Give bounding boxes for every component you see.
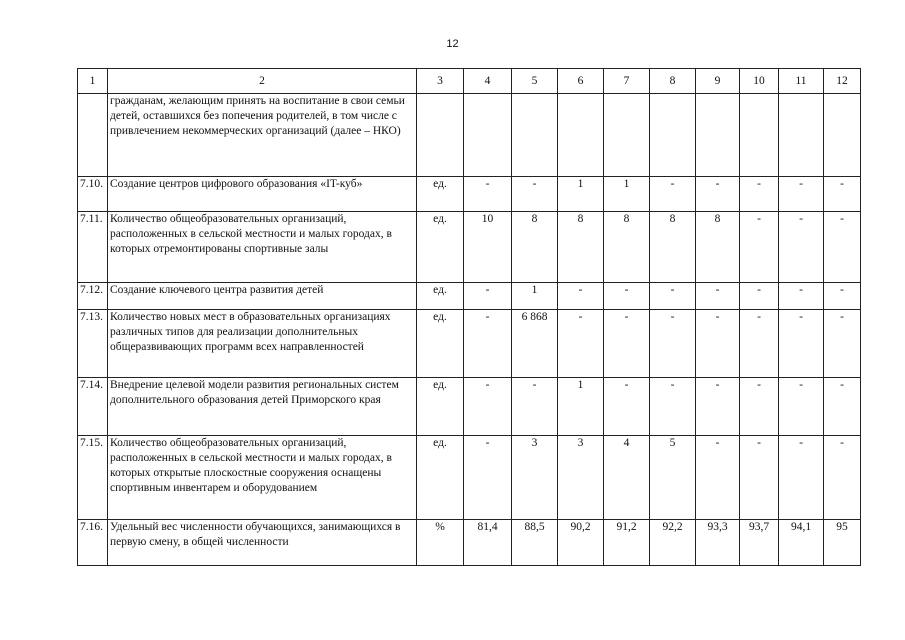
- header-cell: 2: [108, 69, 417, 94]
- value-cell: -: [650, 310, 696, 378]
- unit-cell: ед.: [417, 378, 464, 436]
- indicator-name: Внедрение целевой модели развития региональных систем дополнительного образования детей Приморского края: [108, 378, 417, 436]
- table-row: [78, 436, 861, 520]
- page-number: 12: [446, 38, 459, 50]
- row-number: [78, 94, 108, 177]
- value-cell: -: [740, 310, 779, 378]
- value-cell: 8: [558, 212, 604, 283]
- header-cell: 5: [512, 69, 558, 94]
- value-cell: [650, 94, 696, 177]
- indicator-name: гражданам, желающим принять на воспитание в свои семьи детей, оставшихся без попечения родителей, в том числе с привлечением некоммерческих организаций (далее – НКО): [108, 94, 417, 177]
- header-cell: 11: [779, 69, 824, 94]
- header-cell: 4: [464, 69, 512, 94]
- value-cell: 81,4: [464, 520, 512, 566]
- value-cell: 8: [650, 212, 696, 283]
- value-cell: 8: [696, 212, 740, 283]
- value-cell: 3: [558, 436, 604, 520]
- indicator-name: Количество новых мест в образовательных организациях различных типов для реализации дополнительных общеразвивающих программ всех направленностей: [108, 310, 417, 378]
- value-cell: -: [779, 378, 824, 436]
- value-cell: -: [464, 378, 512, 436]
- value-cell: -: [824, 177, 861, 212]
- value-cell: 94,1: [779, 520, 824, 566]
- value-cell: 1: [558, 177, 604, 212]
- header-cell: 9: [696, 69, 740, 94]
- value-cell: -: [650, 283, 696, 310]
- indicator-name: Количество общеобразовательных организаций, расположенных в сельской местности и малых городах, в которых отремонтированы спортивные залы: [108, 212, 417, 283]
- value-cell: [696, 94, 740, 177]
- value-cell: -: [512, 378, 558, 436]
- value-cell: [779, 94, 824, 177]
- value-cell: -: [604, 310, 650, 378]
- value-cell: 1: [604, 177, 650, 212]
- value-cell: 8: [512, 212, 558, 283]
- table-row: [78, 520, 861, 566]
- row-number: 7.11.: [78, 212, 108, 283]
- value-cell: -: [824, 283, 861, 310]
- table-row: [78, 212, 861, 283]
- indicator-name: Удельный вес численности обучающихся, занимающихся в первую смену, в общей численности: [108, 520, 417, 566]
- value-cell: 6 868: [512, 310, 558, 378]
- value-cell: -: [558, 310, 604, 378]
- row-number: 7.13.: [78, 310, 108, 378]
- value-cell: -: [740, 177, 779, 212]
- value-cell: -: [604, 378, 650, 436]
- table-row: [78, 177, 861, 212]
- value-cell: [740, 94, 779, 177]
- unit-cell: ед.: [417, 310, 464, 378]
- unit-cell: ед.: [417, 212, 464, 283]
- row-number: 7.16.: [78, 520, 108, 566]
- indicators-table: [77, 68, 861, 566]
- table-row: [78, 378, 861, 436]
- value-cell: [824, 94, 861, 177]
- indicator-name: Количество общеобразовательных организаций, расположенных в сельской местности и малых городах, в которых открытые плоскостные сооружения оснащены спортивным инвентарем и оборудованием: [108, 436, 417, 520]
- unit-cell: [417, 94, 464, 177]
- value-cell: -: [740, 283, 779, 310]
- value-cell: -: [740, 436, 779, 520]
- unit-cell: ед.: [417, 436, 464, 520]
- value-cell: 90,2: [558, 520, 604, 566]
- header-cell: 8: [650, 69, 696, 94]
- value-cell: -: [604, 283, 650, 310]
- value-cell: -: [696, 283, 740, 310]
- unit-cell: ед.: [417, 283, 464, 310]
- value-cell: -: [740, 378, 779, 436]
- value-cell: -: [696, 310, 740, 378]
- value-cell: -: [824, 310, 861, 378]
- value-cell: -: [650, 177, 696, 212]
- value-cell: 93,7: [740, 520, 779, 566]
- value-cell: -: [650, 378, 696, 436]
- value-cell: -: [464, 310, 512, 378]
- header-cell: 10: [740, 69, 779, 94]
- header-row: [78, 69, 861, 94]
- header-cell: 7: [604, 69, 650, 94]
- row-number: 7.10.: [78, 177, 108, 212]
- table-row: [78, 310, 861, 378]
- value-cell: 8: [604, 212, 650, 283]
- value-cell: -: [824, 436, 861, 520]
- value-cell: 10: [464, 212, 512, 283]
- value-cell: -: [779, 212, 824, 283]
- row-number: 7.14.: [78, 378, 108, 436]
- value-cell: -: [740, 212, 779, 283]
- row-number: 7.12.: [78, 283, 108, 310]
- value-cell: [604, 94, 650, 177]
- value-cell: -: [464, 283, 512, 310]
- table-row: [78, 94, 861, 177]
- value-cell: -: [779, 283, 824, 310]
- indicator-name: Создание ключевого центра развития детей: [108, 283, 417, 310]
- value-cell: -: [512, 177, 558, 212]
- header-cell: 3: [417, 69, 464, 94]
- unit-cell: ед.: [417, 177, 464, 212]
- header-cell: 12: [824, 69, 861, 94]
- value-cell: -: [696, 378, 740, 436]
- value-cell: 88,5: [512, 520, 558, 566]
- value-cell: 95: [824, 520, 861, 566]
- value-cell: -: [696, 436, 740, 520]
- header-cell: 6: [558, 69, 604, 94]
- value-cell: 1: [558, 378, 604, 436]
- row-number: 7.15.: [78, 436, 108, 520]
- value-cell: [512, 94, 558, 177]
- value-cell: [464, 94, 512, 177]
- indicator-name: Создание центров цифрового образования «IT-куб»: [108, 177, 417, 212]
- value-cell: [558, 94, 604, 177]
- value-cell: -: [558, 283, 604, 310]
- value-cell: -: [464, 177, 512, 212]
- header-cell: 1: [78, 69, 108, 94]
- value-cell: 91,2: [604, 520, 650, 566]
- value-cell: -: [779, 436, 824, 520]
- value-cell: 4: [604, 436, 650, 520]
- value-cell: 1: [512, 283, 558, 310]
- value-cell: 5: [650, 436, 696, 520]
- value-cell: -: [779, 177, 824, 212]
- value-cell: -: [779, 310, 824, 378]
- value-cell: -: [824, 212, 861, 283]
- value-cell: 93,3: [696, 520, 740, 566]
- table-body: [78, 94, 861, 566]
- value-cell: -: [824, 378, 861, 436]
- value-cell: -: [696, 177, 740, 212]
- value-cell: -: [464, 436, 512, 520]
- unit-cell: %: [417, 520, 464, 566]
- value-cell: 92,2: [650, 520, 696, 566]
- value-cell: 3: [512, 436, 558, 520]
- table-row: [78, 283, 861, 310]
